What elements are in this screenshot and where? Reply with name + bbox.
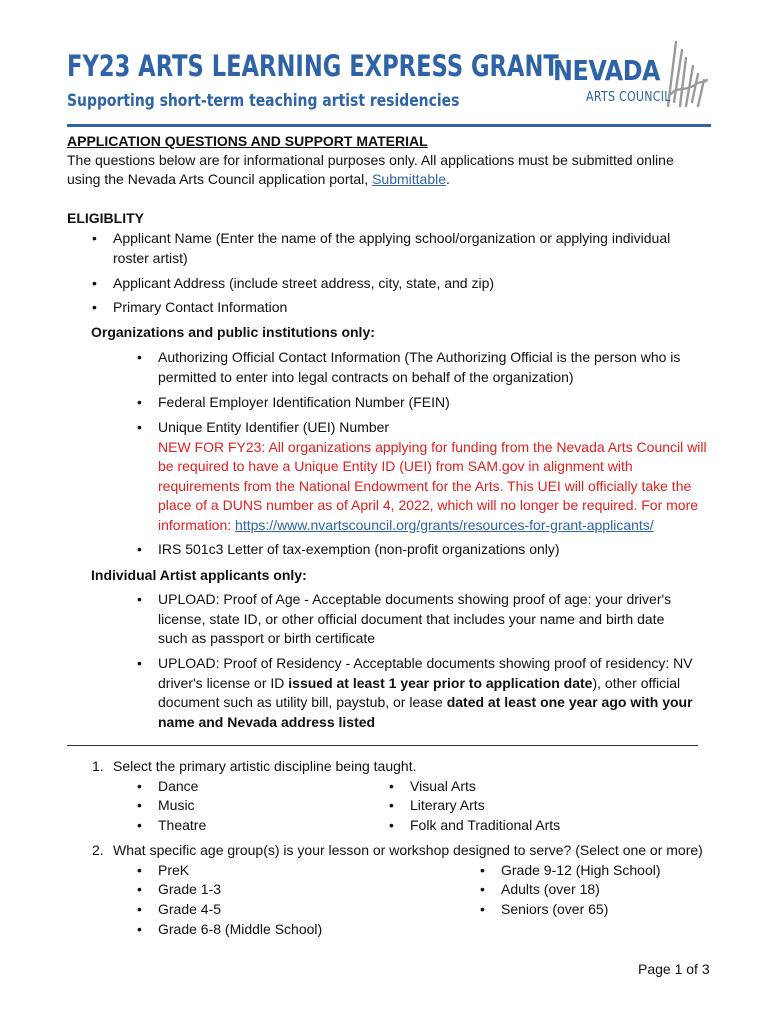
option-grade-6-8[interactable]: • Grade 6-8 (Middle School) <box>158 920 322 940</box>
text-span-bold: issued at least 1 year prior to application date <box>288 674 593 691</box>
option-seniors[interactable]: • Seniors (over 65) <box>501 900 608 920</box>
list-item-text: • Applicant Name (Enter the name of the applying school/organization or applying individual <box>113 230 671 246</box>
question-1 <box>92 757 417 777</box>
individual-heading: Individual Artist applicants only: <box>91 567 307 583</box>
uei-note-line: NEW FOR FY23: All organizations applying for funding from the Nevada Arts Council will <box>158 438 707 455</box>
list-item <box>158 590 671 649</box>
list-item <box>158 540 560 560</box>
intro-line-1: The questions below are for informational purposes only. All applications must be submitted online <box>67 152 674 168</box>
uei-note-line <box>158 516 707 536</box>
uei-note-line: be required to have a Unique Entity ID (UEI) from SAM.gov in alignment with <box>158 458 633 474</box>
uei-note <box>158 438 707 536</box>
question-2 <box>92 841 703 861</box>
list-item-text <box>158 693 693 713</box>
page-number: Page 1 of 3 <box>638 961 710 977</box>
option-grade-1-3[interactable]: • Grade 1-3 <box>158 880 221 900</box>
list-item-text: • Federal Employer Identification Number (FEIN) <box>158 394 450 410</box>
list-item-text: • Primary Contact Information <box>113 299 288 315</box>
grant-resources-link[interactable]: https://www.nvartscouncil.org/grants/resources-for-grant-applicants/ <box>235 516 654 533</box>
list-item <box>113 229 670 268</box>
option-grade-4-5[interactable]: • Grade 4-5 <box>158 900 221 920</box>
list-item-text: • Unique Entity Identifier (UEI) Number <box>158 419 390 435</box>
nevada-arts-council-logo <box>550 36 710 116</box>
document-title: FY23 ARTS LEARNING EXPRESS GRANT <box>67 49 559 83</box>
uei-note-text: information: <box>158 516 236 533</box>
text-span: ), other official <box>592 674 681 691</box>
header-rule <box>67 124 711 127</box>
uei-note-line: requirements from the National Endowment for the Arts. This UEI will officially take the <box>158 477 692 494</box>
list-item <box>113 274 494 294</box>
question-text: What specific age group(s) is your lesson or workshop designed to serve? (Select one or more) <box>113 842 703 858</box>
logo-text-arts-council: ARTS COUNCIL <box>586 90 671 105</box>
option-literary-arts[interactable]: • Literary Arts <box>410 796 485 816</box>
list-item <box>113 298 287 318</box>
text-span-bold: dated at least one year ago with your <box>446 694 693 710</box>
option-theatre[interactable]: • Theatre <box>158 816 206 836</box>
list-item <box>158 418 707 535</box>
list-item-text <box>158 674 693 694</box>
logo-text-nevada: NEVADA <box>553 54 661 87</box>
list-item-text: • Authorizing Official Contact Information (The Authorizing Official is the person who is <box>158 349 681 365</box>
option-dance[interactable]: • Dance <box>158 777 198 797</box>
section-heading-application: APPLICATION QUESTIONS AND SUPPORT MATERIAL <box>67 133 428 149</box>
question-number: 1. <box>92 758 104 774</box>
document-subtitle: Supporting short-term teaching artist residencies <box>67 91 460 111</box>
question-number: 2. <box>92 842 104 858</box>
list-item-text: • UPLOAD: Proof of Residency - Acceptable documents showing proof of residency: NV <box>158 655 693 671</box>
org-heading: Organizations and public institutions only: <box>91 324 375 340</box>
option-grade-9-12[interactable]: • Grade 9-12 (High School) <box>501 861 661 881</box>
list-item-text: permitted to enter into legal contracts on behalf of the organization) <box>158 368 574 385</box>
text-span: driver's license or ID <box>158 674 289 691</box>
uei-note-line: place of a DUNS number as of April 4, 2022, which will no longer be required. For more <box>158 497 699 513</box>
list-item-text: such as passport or birth certificate <box>158 630 376 646</box>
section-heading-eligibility: ELIGIBLITY <box>67 210 144 226</box>
option-prek[interactable]: • PreK <box>158 861 189 881</box>
list-item <box>158 654 693 732</box>
list-item-text: • Applicant Address (include street address, city, state, and zip) <box>113 275 495 291</box>
intro-line-2-text: using the Nevada Arts Council application portal, <box>67 171 373 187</box>
text-span: document such as utility bill, paystub, or lease <box>158 694 447 710</box>
section-divider <box>67 745 698 746</box>
list-item-text: license, state ID, or other official document that includes your name and birth date <box>158 610 665 627</box>
list-item <box>158 348 680 387</box>
list-item-text: • UPLOAD: Proof of Age - Acceptable documents showing proof of age: your driver's <box>158 591 672 607</box>
list-item <box>158 393 450 413</box>
option-folk-traditional-arts[interactable]: • Folk and Traditional Arts <box>410 816 560 836</box>
intro-line-2-end: . <box>446 171 450 187</box>
option-music[interactable]: • Music <box>158 796 195 816</box>
list-item-text: name and Nevada address listed <box>158 713 376 730</box>
option-visual-arts[interactable]: • Visual Arts <box>410 777 476 797</box>
question-text: Select the primary artistic discipline being taught. <box>113 758 417 774</box>
list-item-text: roster artist) <box>113 249 188 266</box>
option-adults[interactable]: • Adults (over 18) <box>501 880 600 900</box>
submittable-link[interactable]: Submittable <box>372 171 447 187</box>
intro-line-2 <box>67 170 450 190</box>
list-item-text: • IRS 501c3 Letter of tax-exemption (non-profit organizations only) <box>158 541 560 557</box>
